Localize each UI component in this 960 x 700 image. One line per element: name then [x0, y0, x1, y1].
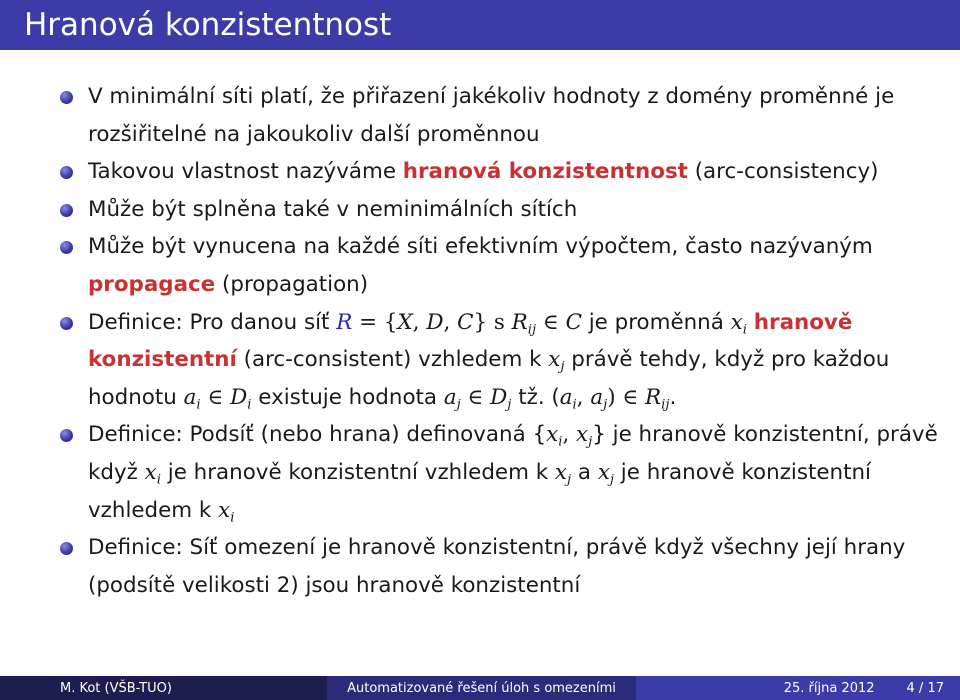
highlighted-term: hranově konzistentní: [88, 309, 853, 373]
bullet-icon: [60, 317, 73, 330]
bullet-item: Takovou vlastnost nazýváme hranová konzistentnost (arc-consistency): [60, 153, 940, 191]
bullet-icon: [60, 204, 73, 217]
bullet-item: V minimální síti platí, že přiřazení jakékoliv hodnoty z domény proměnné je rozšiřitelné na jakoukoliv další proměnnou: [60, 78, 940, 153]
footer-bar: [0, 676, 960, 700]
bullet-icon: [60, 241, 73, 254]
footer-talk-title: Automatizované řešení úloh s omezeními: [347, 680, 616, 696]
bullet-item-arc-consistency-definition: Definice: Pro danou síť R = {X, D, C} s $R_{ij}$ ∈ C je proměnná $x_i$ hranově konzistentní (arc-consistent) vzhledem k $x_j$ právě tehdy, když pro každou hodnotu $a_i$ ∈ $D_i$ existuje hodnota $a_j$ ∈ $D_j$ tž. ($a_i$, $a_j$) ∈ $R_{ij}$.: [60, 304, 940, 417]
footer-date-segment: [636, 676, 960, 700]
footer-author-segment: [0, 676, 327, 700]
title-bar: [0, 0, 960, 50]
bullet-item-subnetwork-definition: Definice: Podsíť (nebo hrana) definovaná {$x_i$, $x_j$} je hranově konzistentní, právě když $x_i$ je hranově konzistentní vzhledem k $x_j$ a $x_j$ je hranově konzistentní vzhledem k $x_i$: [60, 416, 940, 529]
footer-page-number: 4 / 17: [906, 680, 944, 696]
bullet-icon: [60, 91, 73, 104]
highlighted-term: propagace: [88, 271, 216, 297]
bullet-item: Definice: Síť omezení je hranově konzistentní, právě když všechny její hrany (podsítě velikosti 2) jsou hranově konzistentní: [60, 529, 940, 604]
slide-content: [60, 78, 940, 604]
bullet-icon: [60, 429, 73, 442]
math-symbol: R: [336, 309, 353, 335]
bullet-icon: [60, 166, 73, 179]
bullet-icon: [60, 542, 73, 555]
footer-author: M. Kot (VŠB-TUO): [60, 680, 172, 696]
footer-talk-segment: [327, 676, 636, 700]
footer-date: 25. října 2012: [783, 680, 875, 696]
slide-title: Hranová konzistentnost: [24, 7, 392, 43]
bullet-item: Může být splněna také v neminimálních sítích: [60, 191, 940, 229]
highlighted-term: hranová konzistentnost: [402, 159, 688, 185]
bullet-item: Může být vynucena na každé síti efektivním výpočtem, často nazývaným propagace (propagation): [60, 228, 940, 303]
